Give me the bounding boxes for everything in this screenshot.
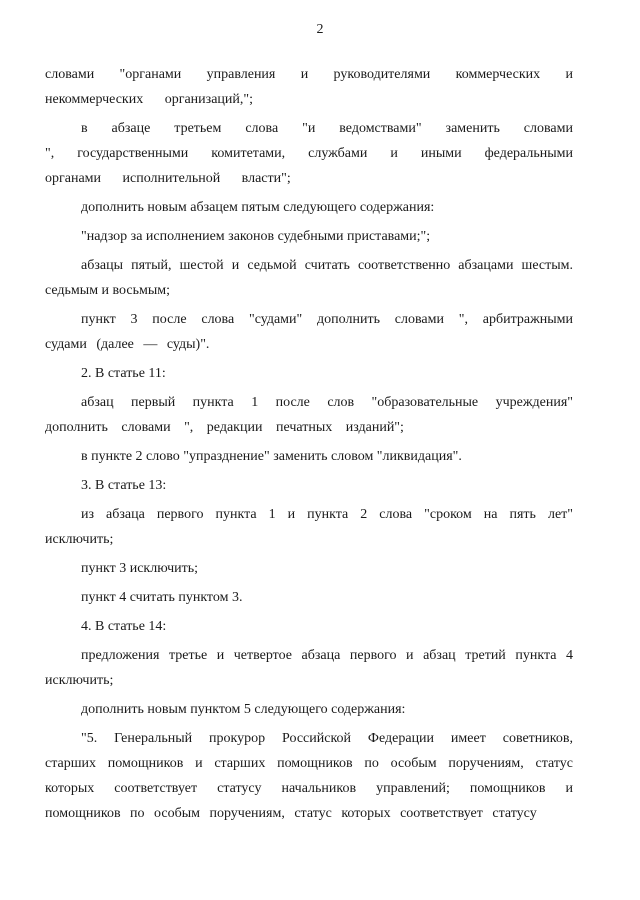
paragraph-2: в абзаце третьем слова "и ведомствами" заменить словами ", государственными комитетами, службами и иными федеральными органами исполнительной власти"; <box>45 121 573 186</box>
paragraph-3: дополнить новым абзацем пятым следующего содержания: <box>81 200 435 215</box>
paragraph-14: 4. В статье 14: <box>81 619 167 634</box>
document-body <box>45 62 573 830</box>
paragraph-11: из абзаца первого пункта 1 и пункта 2 слова "сроком на пять лет" исключить; <box>45 507 573 547</box>
paragraph-12: пункт 3 исключить; <box>81 561 199 576</box>
paragraph-6: пункт 3 после слова "судами" дополнить словами ", арбитражными судами (далее — суды)". <box>45 312 573 352</box>
paragraph-17: "5. Генеральный прокурор Российской Федерации имеет советников, старших помощников и старших помощников по особым поручениям, статус которых соответствует статусу начальников управлений; помощников и помощников по особым поручениям, статус которых соответствует статусу <box>45 731 573 821</box>
page-number: 2 <box>316 22 324 37</box>
paragraph-8: абзац первый пункта 1 после слов "образовательные учреждения" дополнить словами ", редакции печатных изданий"; <box>45 395 573 435</box>
paragraph-1: словами "органами управления и руководителями коммерческих и некоммерческих организаций,"; <box>45 67 573 107</box>
paragraph-16: дополнить новым пунктом 5 следующего содержания: <box>81 702 406 717</box>
paragraph-4: "надзор за исполнением законов судебными приставами;"; <box>81 229 431 244</box>
paragraph-5: абзацы пятый, шестой и седьмой считать соответственно абзацами шестым. седьмым и восьмым; <box>45 258 573 298</box>
paragraph-7: 2. В статье 11: <box>81 366 166 381</box>
paragraph-15: предложения третье и четвертое абзаца первого и абзац третий пункта 4 исключить; <box>45 648 573 688</box>
paragraph-13: пункт 4 считать пунктом 3. <box>81 590 243 605</box>
paragraph-9: в пункте 2 слово "упразднение" заменить словом "ликвидация". <box>81 449 462 464</box>
paragraph-10: 3. В статье 13: <box>81 478 167 493</box>
